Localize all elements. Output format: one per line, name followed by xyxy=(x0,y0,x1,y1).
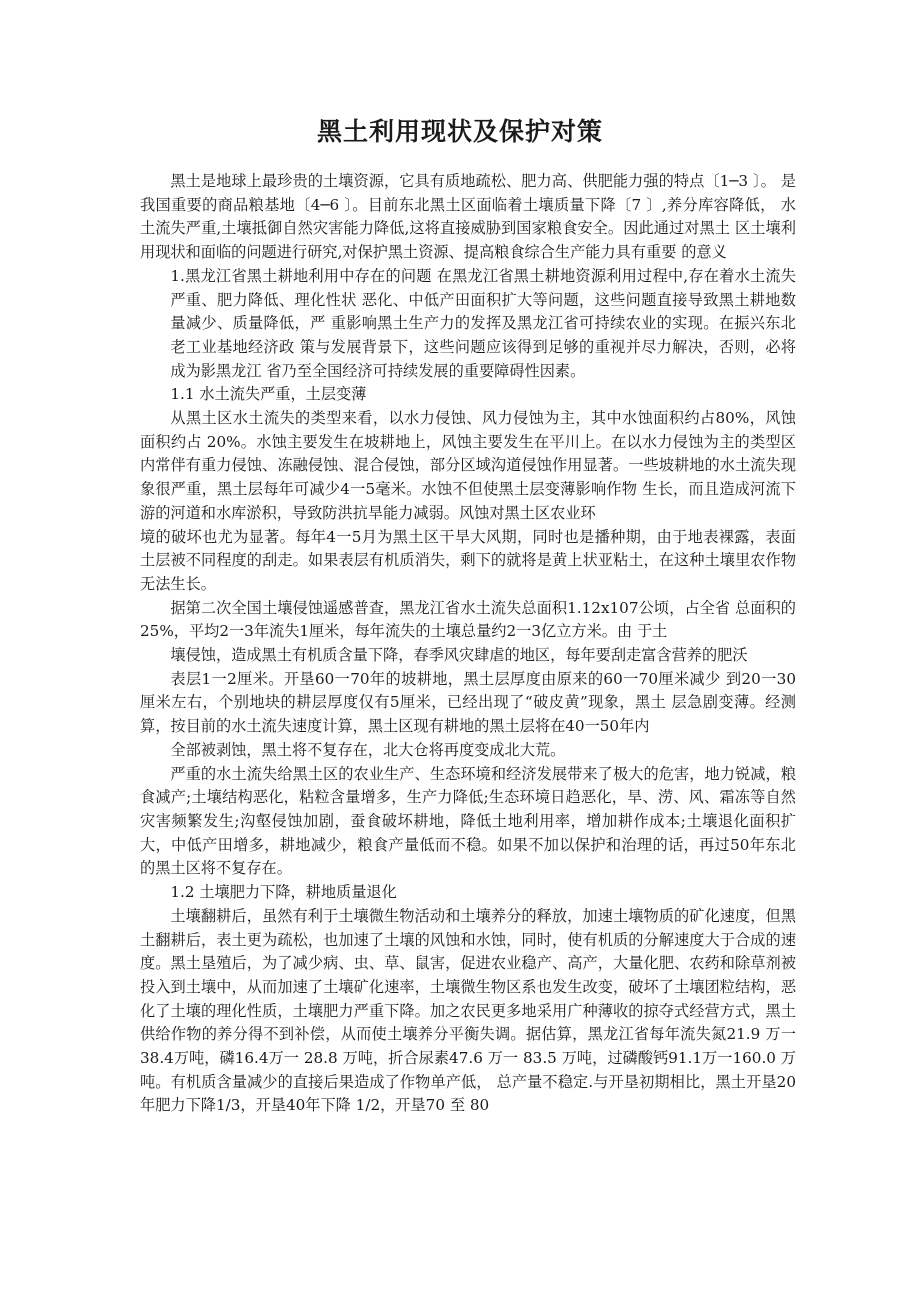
paragraph-section-1: 1.黑龙江省黑土耕地利用中存在的问题 在黑龙江省黑土耕地资源利用过程中,存在着水土流失严重、肥力降低、理化性状 恶化、中低产田面积扩大等问题，这些问题直接导致黑土耕地数量减少、质量降低，严 重影响黑土生产力的发挥及黑龙江省可持续农业的实现。在振兴东北老工业基地经济政 策与发展背景下，这些问题应该得到足够的重视并尽力解决，否则，必将成为影黑龙江 省乃至全国经济可持续发展的重要障碍性因素。 xyxy=(170,266,796,380)
paragraph-topsoil: 表层1一2厘米。开垦60一70年的坡耕地，黑土层厚度由原来的60一70厘米减少 到20一30厘米左右，个别地块的耕层厚度仅有5厘米，已经出现了“破皮黄”现象，黑土 层急剧变薄。经测算，按目前的水土流失速度计算，黑土区现有耕地的黑土层将在40一50年内 xyxy=(140,669,796,736)
paragraph-erosion-types: 从黑土区水土流失的类型来看，以水力侵蚀、风力侵蚀为主，其中水蚀面积约占80%，风蚀面积约占 20%。水蚀主要发生在坡耕地上，风蚀主要发生在平川上。在以水力侵蚀为主的类型区内常伴有重力侵蚀、冻融侵蚀、混合侵蚀，部分区域沟道侵蚀作用显著。一些坡耕地的水土流失现象很严重，黑土层每年可减少4一5毫米。水蚀不但使黑土层变薄影响作物 生长，而且造成河流下游的河道和水库淤积，导致防洪抗旱能力减弱。风蚀对黑土区农业环 xyxy=(140,409,796,522)
paragraph-fertility: 土壤翻耕后，虽然有利于土壤微生物活动和土壤养分的释放，加速土壤物质的矿化速度，但黑土翻耕后，表土更为疏松，也加速了土壤的风蚀和水蚀，同时，使有机质的分解速度大于合成的速度。黑土垦殖后，为了减少病、虫、草、鼠害，促进农业稳产、高产，大量化肥、农药和除草剂被投入到土壤中，从而加速了土壤矿化速率，土壤微生物区系也发生改变，破坏了土壤团粒结构，恶化了土壤的理化性质，土壤肥力严重下降。加之农民更多地采用广种薄收的掠夺式经营方式，黑土供给作物的养分得不到补偿，从而使土壤养分平衡失调。据估算，黑龙江省每年流失氮21.9 万一38.4万吨，磷16.4万一 28.8 万吨，折合尿素47.6 万一 83.5 万吨，过磷酸钙91.1万一160.0 万吨。有机质含量减少的直接后果造成了作物单产低， 总产量不稳定.与开垦初期相比，黑土开垦20 年肥力下降1/3，开垦40年下降 1/2，开垦70 至 80 xyxy=(140,906,796,1115)
paragraph-topsoil-end: 全部被剥蚀，黑土将不复存在，北大仓将再度变成北大荒。 xyxy=(170,740,566,759)
heading-1-1: 1.1 水土流失严重，土层变薄 xyxy=(170,385,367,404)
paragraph-survey: 据第二次全国土壤侵蚀遥感普查，黑龙江省水土流失总面积1.12x107公顷，占全省 总面积的25%，平均2一3年流失1厘米，每年流失的土壤总量约2一3亿立方米。由 于土 xyxy=(140,598,796,641)
paragraph-survey-cont: 壤侵蚀，造成黑土有机质含量下降，春季风灾肆虐的地区，每年要刮走富含营养的肥沃 xyxy=(170,646,748,665)
page-title: 黑土利用现状及保护对策 xyxy=(316,117,603,146)
paragraph-wind-erosion: 境的破坏也尤为显著。每年4一5月为黑土区干旱大风期，同时也是播种期，由于地表裸露，表面土层被不同程度的刮走。如果表层有机质消失，剩下的就将是黄上状亚粘土，在这种土壤里农作物无法生长。 xyxy=(140,527,796,593)
paragraph-intro: 黑土是地球上最珍贵的土壤资源，它具有质地疏松、肥力高、供肥能力强的特点〔1─3 〕。 是我国重要的商品粮基地〔4─6 〕。目前东北黑土区面临着土壤质量下降〔7 〕,养分库容降低， 水土流失严重,土壤抵御自然灾害能力降低,这将直接威胁到国家粮食安全。因此通过对黑土 区土壤利用现状和面临的问题进行研究,对保护黑土资源、提高粮食综合生产能力具有重要 的意义 xyxy=(140,172,796,262)
paragraph-harm: 严重的水土流失给黑土区的农业生产、生态环境和经济发展带来了极大的危害，地力锐减，粮食减产;土壤结构恶化，粘粒含量增多，生产力降低;生态环境日趋恶化，旱、涝、风、霜冻等自然灾害频繁发生;沟壑侵蚀加剧，蚕食破坏耕地，降低土地利用率，增加耕作成本;土壤退化面积扩大，中低产田增多，耕地减少，粮食产量低而不稳。如果不加以保护和治理的话，再过50年东北的黑土区将不复存在。 xyxy=(140,764,796,878)
heading-1-2: 1.2 土壤肥力下降，耕地质量退化 xyxy=(170,883,397,902)
document-body xyxy=(140,170,796,1118)
